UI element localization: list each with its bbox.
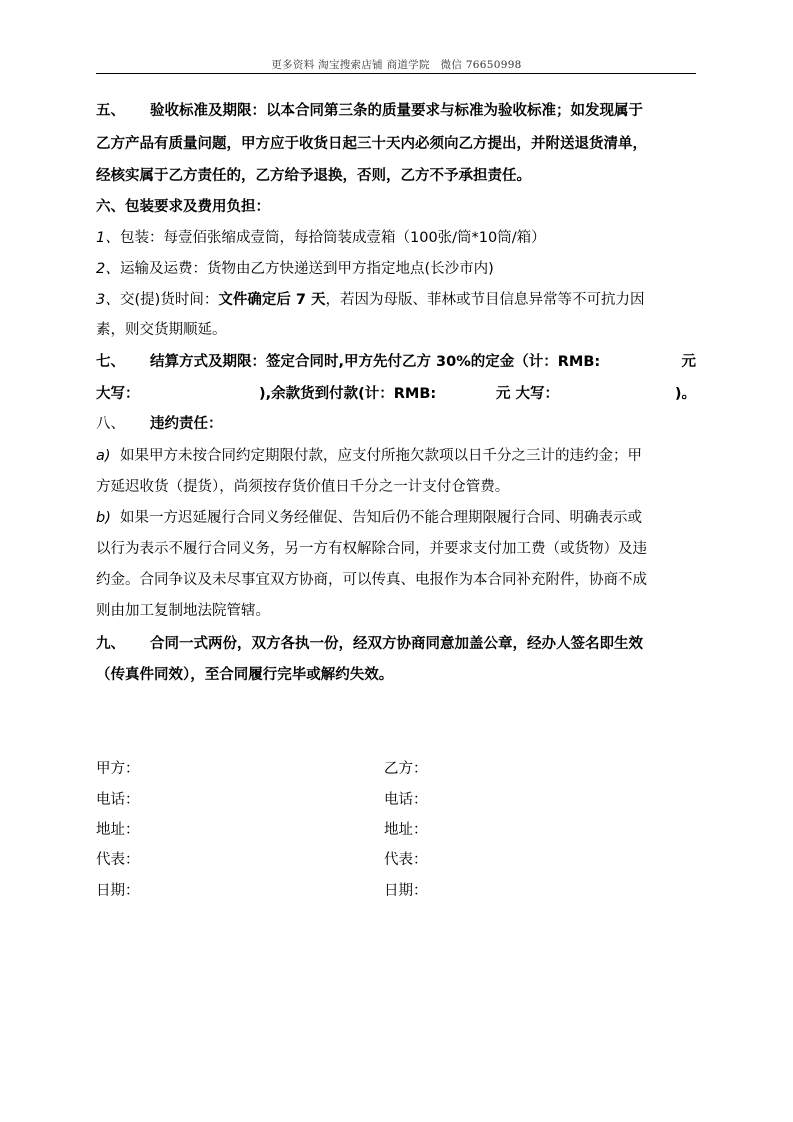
section-8-b-label: b) xyxy=(96,510,111,526)
section-6-item-3-text-a: 交(提)货时间： xyxy=(120,292,219,308)
section-7-close: )。 xyxy=(674,386,696,402)
section-7-yuan-1: 元 xyxy=(681,354,696,370)
section-6-item-1-number: 1、 xyxy=(96,230,120,246)
section-8-a-label: a) xyxy=(96,448,111,464)
section-7-line-1 xyxy=(96,352,696,372)
section-7-daxie-1: 大写： xyxy=(96,386,140,402)
header-divider xyxy=(96,73,696,74)
section-7-line-2 xyxy=(96,384,696,404)
party-b-representative-label: 代表： xyxy=(384,852,428,868)
section-8-a-text-1: 如果甲方未按合同约定期限付款，应支付所拖欠款项以日千分之三计的违约金；甲 xyxy=(120,448,642,464)
section-5-line-3: 经核实属于乙方责任的，乙方给予退换，否则，乙方不予承担责任。 xyxy=(96,168,531,184)
section-8-b-line-3: 约金。合同争议及未尽事宜双方协商，可以传真、电报作为本合同补充附件，协商不成 xyxy=(96,572,647,588)
section-9-line-2: （传真件同效），至合同履行完毕或解约失效。 xyxy=(96,667,394,683)
party-a-phone-label: 电话： xyxy=(96,792,140,808)
section-8-title-line xyxy=(96,414,696,434)
section-7-balance-text: ),余款货到付款(计：RMB: xyxy=(259,386,437,402)
section-7-number: 七、 xyxy=(96,354,125,370)
section-8-number: 八、 xyxy=(96,416,125,432)
section-8-b-text-1: 如果一方迟延履行合同义务经催促、告知后仍不能合理期限履行合同、明确表示或 xyxy=(120,510,642,526)
section-6-item-2 xyxy=(96,259,696,279)
section-6-item-3 xyxy=(96,290,696,310)
section-6-item-3-line-2: 素，则交货期顺延。 xyxy=(96,322,227,338)
section-6-item-3-number: 3、 xyxy=(96,292,120,308)
section-5-line-2: 乙方产品有质量问题，甲方应于收货日起三十天内必须向乙方提出，并附送退货清单， xyxy=(96,136,647,152)
section-8-title: 违约责任： xyxy=(150,416,223,432)
section-6-item-3-text-c: ，若因为母版、菲林或节目信息异常等不可抗力因 xyxy=(325,292,645,308)
section-5-line-1 xyxy=(96,101,696,121)
section-5-number: 五、 xyxy=(96,103,125,119)
section-9-line-1 xyxy=(96,634,696,654)
party-a-date-label: 日期： xyxy=(96,883,140,899)
section-5-text-1: 验收标准及期限：以本合同第三条的质量要求与标准为验收标准；如发现属于 xyxy=(150,103,643,119)
page-header: 更多资料 淘宝搜索店铺 商道学院 微信 76650998 xyxy=(271,59,522,71)
party-b-address-label: 地址： xyxy=(384,822,428,838)
section-8-b-line-4: 则由加工复制地法院管辖。 xyxy=(96,603,270,619)
section-8-b-line-2: 以行为表示不履行合同义务，另一方有权解除合同，并要求支付加工费（或货物）及违 xyxy=(96,541,647,557)
section-7-text-1: 结算方式及期限：签定合同时,甲方先付乙方 30%的定金（计：RMB: xyxy=(150,354,601,370)
section-8-a-line-1 xyxy=(96,446,696,466)
section-8-a-line-2: 方延迟收货（提货），尚须按存货价值日千分之一计支付仓管费。 xyxy=(96,479,510,495)
section-9-text-1: 合同一式两份，双方各执一份，经双方协商同意加盖公章，经办人签名即生效 xyxy=(150,636,643,652)
section-9-number: 九、 xyxy=(96,636,125,652)
section-6-item-3-deadline: 文件确定后 7 天 xyxy=(218,292,326,308)
section-6-title: 六、包装要求及费用负担： xyxy=(96,199,270,215)
party-a-address-label: 地址： xyxy=(96,822,140,838)
party-b-label: 乙方： xyxy=(384,761,428,777)
party-a-representative-label: 代表： xyxy=(96,852,140,868)
party-b-phone-label: 电话： xyxy=(384,792,428,808)
party-b-date-label: 日期： xyxy=(384,883,428,899)
section-6-item-1-text: 包装：每壹佰张缩成壹筒，每拾筒装成壹箱（100张/筒*10筒/箱） xyxy=(120,230,546,246)
section-8-b-line-1 xyxy=(96,508,696,528)
party-a-label: 甲方： xyxy=(96,761,140,777)
section-6-item-1 xyxy=(96,228,696,248)
section-6-item-2-number: 2、 xyxy=(96,261,120,277)
section-6-item-2-text: 运输及运费：货物由乙方快递送到甲方指定地点(长沙市内) xyxy=(120,261,494,277)
section-7-yuan-daxie: 元 大写： xyxy=(496,386,560,402)
